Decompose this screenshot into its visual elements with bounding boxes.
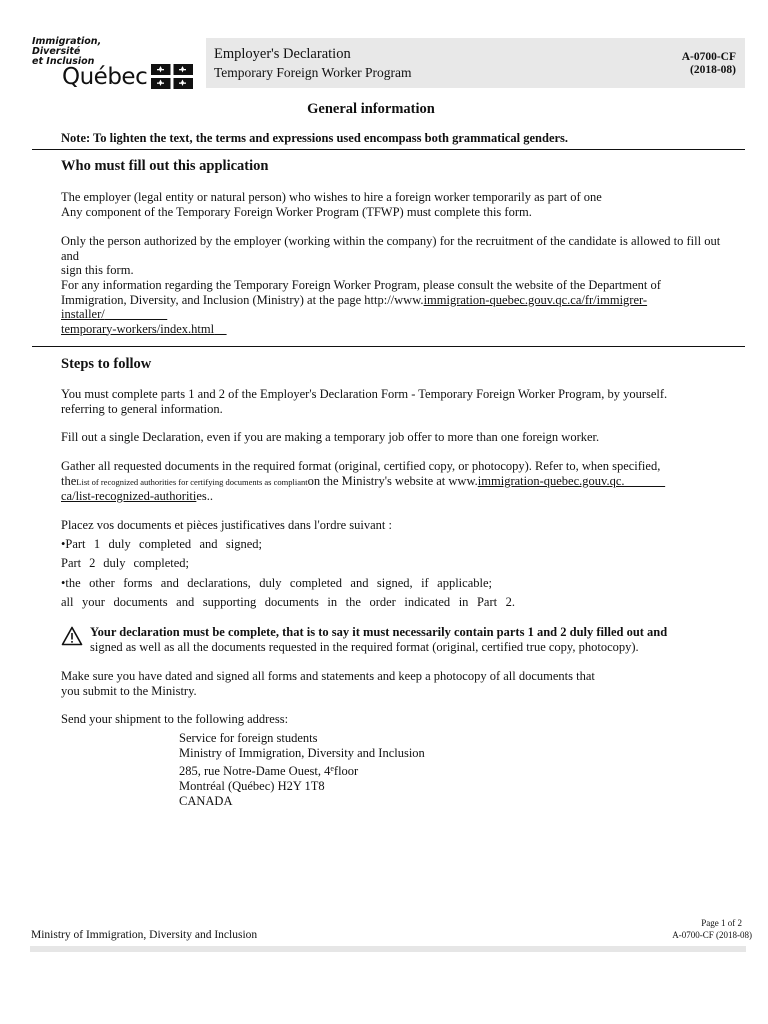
footer-ministry: Ministry of Immigration, Diversity and Inclusion xyxy=(31,929,258,941)
text-line: You must complete parts 1 and 2 of the Employer's Declaration Form - Temporary Foreign Worker Program, by yourself. xyxy=(61,387,668,401)
form-subtitle: Temporary Foreign Worker Program xyxy=(214,65,412,80)
warning-bold-line: Your declaration must be complete, that is to say it must necessarily contain parts 1 and 2 duly filled out and xyxy=(90,625,668,639)
text-line: Fill out a single Declaration, even if you are making a temporary job offer to more than one foreign worker. xyxy=(61,430,600,444)
page-number: Page 1 of 2 xyxy=(701,918,742,928)
steps-paragraph-2 xyxy=(61,430,741,445)
text-line: Make sure you have dated and signed all forms and statements and keep a photocopy of all documents that xyxy=(61,669,595,683)
tfwp-link[interactable]: immigration-quebec.gouv.qc.ca/fr/immigrer-installer/ xyxy=(61,292,648,321)
authorities-link[interactable]: immigration-quebec.gouv.qc. xyxy=(477,473,625,488)
warning-line-2: signed as well as all the documents requested in the required format (original, certified true copy, photocopy). xyxy=(90,640,639,654)
ministry-line-1: Immigration, xyxy=(32,36,102,47)
order-item-2: Part 2 duly completed; xyxy=(61,556,189,570)
order-item-3: •the other forms and declarations, duly completed and signed, if applicable; xyxy=(61,576,492,590)
address-line: Service for foreign students xyxy=(179,731,318,745)
general-information-heading: General information xyxy=(307,101,435,117)
gender-note: Note: To lighten the text, the terms and expressions used encompass both grammatical genders. xyxy=(61,131,569,145)
text-line: Any component of the Temporary Foreign Worker Program (TFWP) must complete this form. xyxy=(61,204,532,219)
mailing-address xyxy=(179,731,425,809)
form-title: Employer's Declaration xyxy=(214,46,351,62)
who-paragraph-3 xyxy=(61,278,741,336)
text-line: Only the person authorized by the employer (working within the company) for the recruitment of the candidate is allowed to fill out and xyxy=(61,234,721,263)
steps-paragraph-1 xyxy=(61,387,741,416)
divider xyxy=(32,346,745,347)
footer-band xyxy=(30,946,746,952)
ministry-logo-text xyxy=(32,37,101,67)
address-line: Montréal (Québec) H2Y 1T8 xyxy=(179,779,325,793)
form-code: A-0700-CF xyxy=(681,51,736,63)
steps-paragraph-4 xyxy=(61,669,741,698)
section-title-who: Who must fill out this application xyxy=(61,158,269,174)
steps-paragraph-3 xyxy=(61,459,741,504)
text-line: you submit to the Ministry. xyxy=(61,683,197,698)
text-fragment: es.. xyxy=(196,489,214,503)
warning-icon xyxy=(61,626,83,646)
address-fragment: 285, rue Notre-Dame Ouest, 4 xyxy=(179,764,331,778)
who-paragraph-1 xyxy=(61,190,741,219)
section-title-steps: Steps to follow xyxy=(61,356,152,372)
text-line: Gather all requested documents in the required format (original, certified copy, or photocopy). Refer to, when specified, xyxy=(61,459,661,473)
who-paragraph-2 xyxy=(61,234,741,278)
text-line xyxy=(61,293,741,322)
recognized-authorities-ref: List of recognized authorities for certifying documents as compliant xyxy=(76,476,308,487)
address-line: Ministry of Immigration, Diversity and Inclusion xyxy=(179,746,425,760)
order-intro: Placez vos documents et pièces justificatives dans l'ordre suivant : xyxy=(61,518,392,532)
address-fragment: floor xyxy=(333,764,359,778)
text-line: sign this form. xyxy=(61,263,134,277)
address-line: CANADA xyxy=(179,794,233,808)
ministry-line-2: Diversité xyxy=(32,46,81,57)
text-line xyxy=(61,474,741,490)
tfwp-link-continued[interactable]: temporary-workers/index.html xyxy=(61,321,215,336)
text-line: The employer (legal entity or natural person) who wishes to hire a foreign worker temporarily as part of one xyxy=(61,190,602,204)
text-line: For any information regarding the Temporary Foreign Worker Program, please consult the website of the Department of xyxy=(61,278,661,292)
divider xyxy=(32,149,745,150)
authorities-link-continued[interactable]: ca/list-recognized-authoriti xyxy=(61,489,197,503)
text-line xyxy=(61,322,741,337)
address-superscript: e xyxy=(330,764,334,773)
text-line xyxy=(61,489,741,504)
order-item-1: •Part 1 duly completed and signed; xyxy=(61,537,262,551)
form-date: (2018-08) xyxy=(690,64,736,76)
send-intro: Send your shipment to the following address: xyxy=(61,712,289,726)
order-item-4: all your documents and supporting documents in the order indicated in Part 2. xyxy=(61,595,515,609)
address-line xyxy=(179,761,425,779)
quebec-wordmark: Québec xyxy=(62,64,148,90)
warning-text xyxy=(90,625,740,655)
text-fragment: on the Ministry's website at www. xyxy=(307,473,478,488)
text-fragment: Immigration, Diversity, and Inclusion (Ministry) at the page http://www. xyxy=(61,292,424,307)
fleurdelise-flag-icon xyxy=(151,64,193,89)
footer-form-code: A-0700-CF (2018-08) xyxy=(672,930,752,940)
ministry-line-3: et Inclusion xyxy=(32,56,95,67)
text-fragment: the xyxy=(61,473,77,488)
text-line: referring to general information. xyxy=(61,401,223,416)
